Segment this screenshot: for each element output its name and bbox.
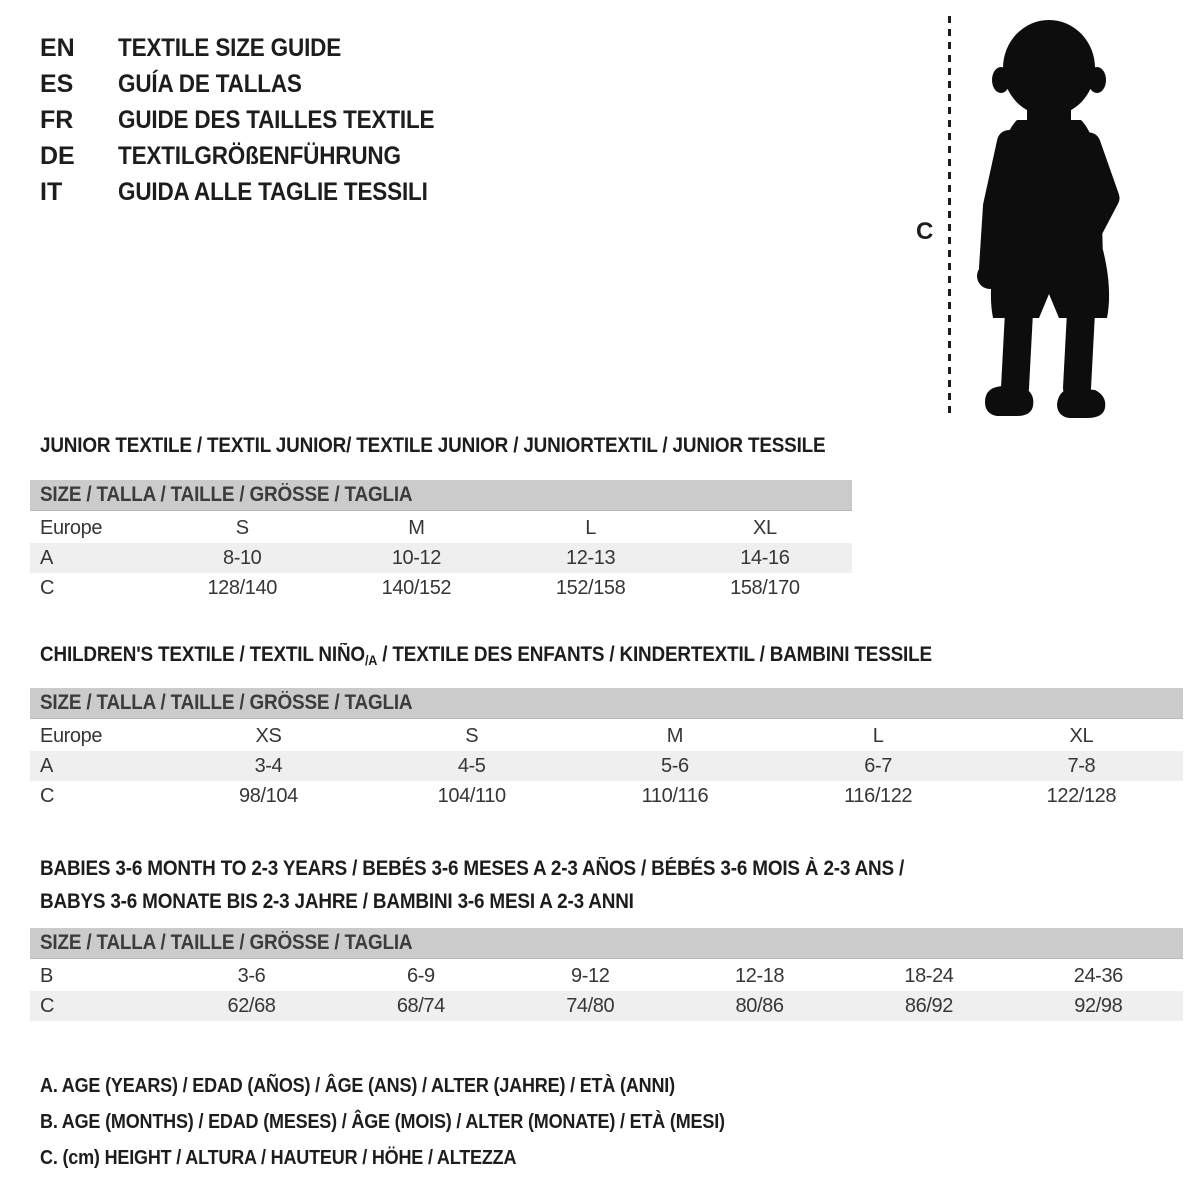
table-cell: 6-9 bbox=[407, 964, 435, 987]
table-cell: 92/98 bbox=[1074, 994, 1123, 1017]
table-cell: L bbox=[585, 516, 596, 539]
table-row bbox=[30, 513, 852, 543]
lang-row-es bbox=[40, 66, 470, 102]
table-cell: 5-6 bbox=[661, 754, 689, 777]
junior-table bbox=[30, 513, 852, 603]
table-cell: Europe bbox=[40, 516, 103, 539]
table-cell: S bbox=[235, 516, 249, 539]
legend-line-a: A. AGE (YEARS) / EDAD (AÑOS) / ÂGE (ANS) / ALTER (JAHRE) / ETÀ (ANNI) bbox=[40, 1074, 675, 1097]
table-cell: XL bbox=[1069, 724, 1094, 747]
lang-label: GUIDA ALLE TAGLIE TESSILI bbox=[118, 177, 428, 206]
table-cell: 80/86 bbox=[735, 994, 784, 1017]
table-cell: B bbox=[40, 964, 53, 987]
language-header bbox=[40, 30, 470, 210]
lang-label: GUIDE DES TAILLES TEXTILE bbox=[118, 105, 435, 134]
table-row bbox=[30, 543, 852, 573]
lang-code: FR bbox=[40, 105, 74, 134]
table-cell: C bbox=[40, 784, 55, 807]
table-cell: 158/170 bbox=[730, 576, 800, 599]
table-cell: 140/152 bbox=[381, 576, 452, 599]
title-subscript: /A bbox=[364, 652, 378, 668]
lang-row-de bbox=[40, 138, 470, 174]
table-row bbox=[30, 573, 852, 603]
table-cell: 128/140 bbox=[207, 576, 277, 599]
table-cell: 104/110 bbox=[437, 784, 506, 807]
legend bbox=[40, 1068, 801, 1176]
height-measure-label: C bbox=[916, 218, 934, 245]
table-cell: 122/128 bbox=[1046, 784, 1117, 807]
children-size-header-bar: SIZE / TALLA / TAILLE / GRÖSSE / TAGLIA bbox=[30, 688, 1183, 719]
junior-section-title: JUNIOR TEXTILE / TEXTIL JUNIOR/ TEXTILE JUNIOR / JUNIORTEXTIL / JUNIOR TESSILE bbox=[40, 434, 826, 457]
lang-label: GUÍA DE TALLAS bbox=[118, 69, 302, 98]
table-cell: 6-7 bbox=[864, 754, 892, 777]
table-row bbox=[30, 991, 1183, 1021]
legend-line-b: B. AGE (MONTHS) / EDAD (MESES) / ÂGE (MOIS) / ALTER (MONATE) / ETÀ (MESI) bbox=[40, 1110, 725, 1133]
children-size-table bbox=[30, 688, 1183, 811]
table-cell: 8-10 bbox=[222, 546, 262, 569]
table-cell: 68/74 bbox=[396, 994, 445, 1017]
lang-code: IT bbox=[40, 177, 63, 206]
lang-label: TEXTILGRÖßENFÜHRUNG bbox=[118, 141, 401, 170]
lang-label: TEXTILE SIZE GUIDE bbox=[118, 33, 342, 62]
table-cell: 110/116 bbox=[641, 784, 709, 807]
height-measure-line bbox=[948, 16, 951, 416]
children-section-title: CHILDREN'S TEXTILE / TEXTIL NIÑO/A / TEXTILE DES ENFANTS / KINDERTEXTIL / BAMBINI TESSILE bbox=[40, 643, 932, 668]
table-cell: L bbox=[872, 724, 884, 747]
lang-code: DE bbox=[40, 141, 75, 170]
table-cell: 152/158 bbox=[555, 576, 626, 599]
table-cell: XL bbox=[753, 516, 777, 539]
babies-size-header-bar: SIZE / TALLA / TAILLE / GRÖSSE / TAGLIA bbox=[30, 928, 1183, 959]
babies-table bbox=[30, 961, 1183, 1021]
table-cell: C bbox=[40, 994, 55, 1017]
table-cell: 98/104 bbox=[239, 784, 298, 807]
table-cell: C bbox=[40, 576, 55, 599]
table-cell: S bbox=[465, 724, 479, 747]
table-row bbox=[30, 751, 1183, 781]
junior-size-header-bar: SIZE / TALLA / TAILLE / GRÖSSE / TAGLIA bbox=[30, 480, 852, 511]
legend-line-c: C. (cm) HEIGHT / ALTURA / HAUTEUR / HÖHE / ALTEZZA bbox=[40, 1146, 517, 1169]
table-cell: 9-12 bbox=[571, 964, 610, 987]
lang-code: ES bbox=[40, 69, 74, 98]
babies-section-title: BABIES 3-6 MONTH TO 2-3 YEARS / BEBÉS 3-6 MESES A 2-3 AÑOS / BÉBÉS 3-6 MOIS À 2-3 ANS / BABYS 3-6 MONATE BIS 2-3 JAHRE / BAMBINI 3-6 MESI A 2-3 ANNI bbox=[40, 857, 905, 913]
table-cell: 116/122 bbox=[844, 784, 913, 807]
table-cell: 10-12 bbox=[391, 546, 441, 569]
table-cell: A bbox=[40, 546, 53, 569]
table-cell: 3-4 bbox=[254, 754, 283, 777]
table-row bbox=[30, 961, 1183, 991]
babies-size-table bbox=[30, 928, 1183, 1021]
table-cell: M bbox=[666, 724, 684, 747]
table-cell: 24-36 bbox=[1073, 964, 1123, 987]
lang-code: EN bbox=[40, 33, 75, 62]
table-cell: 86/92 bbox=[904, 994, 953, 1017]
table-cell: Europe bbox=[40, 724, 103, 747]
table-cell: XS bbox=[255, 724, 282, 747]
table-cell: 74/80 bbox=[566, 994, 615, 1017]
table-cell: 12-18 bbox=[735, 964, 785, 987]
table-cell: 3-6 bbox=[237, 964, 266, 987]
table-cell: 7-8 bbox=[1067, 754, 1096, 777]
lang-row-fr bbox=[40, 102, 470, 138]
table-cell: M bbox=[408, 516, 425, 539]
table-cell: 62/68 bbox=[227, 994, 276, 1017]
children-table bbox=[30, 721, 1183, 811]
table-cell: 14-16 bbox=[740, 546, 790, 569]
lang-row-en bbox=[40, 30, 470, 66]
table-row bbox=[30, 781, 1183, 811]
toddler-silhouette-icon bbox=[960, 16, 1142, 422]
table-cell: A bbox=[40, 754, 53, 777]
table-cell: 18-24 bbox=[904, 964, 954, 987]
junior-size-table bbox=[30, 480, 852, 603]
table-cell: 4-5 bbox=[457, 754, 486, 777]
lang-row-it bbox=[40, 174, 470, 210]
table-row bbox=[30, 721, 1183, 751]
table-cell: 12-13 bbox=[566, 546, 616, 569]
